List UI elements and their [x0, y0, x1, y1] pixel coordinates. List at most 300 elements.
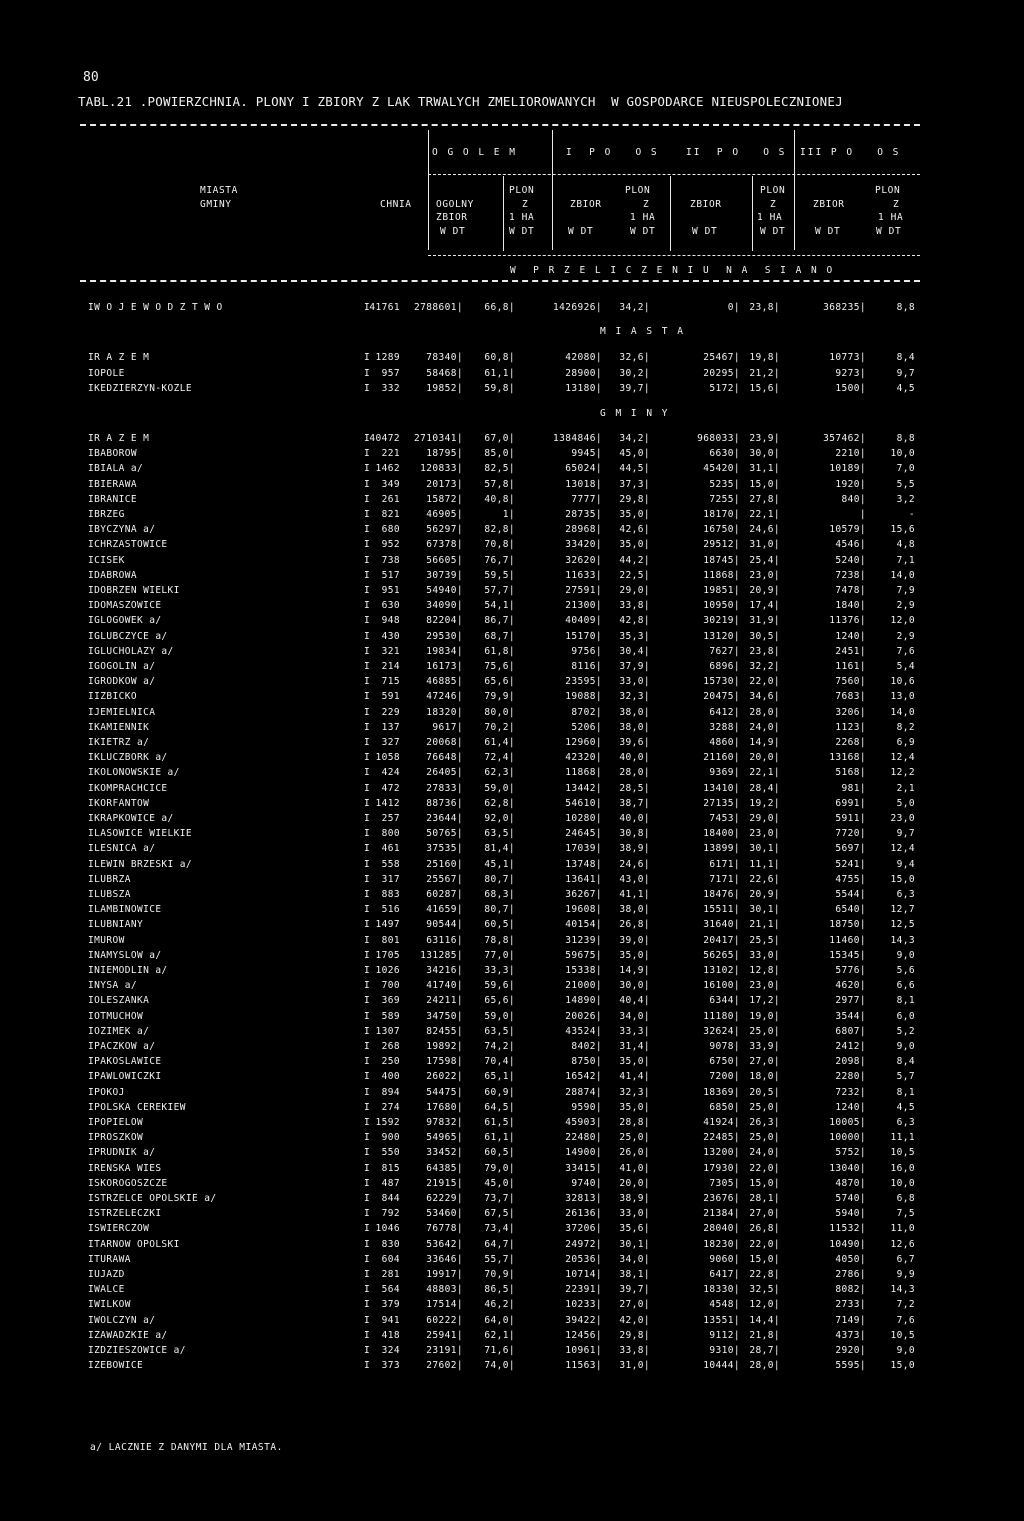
cell-5: 38,0| [619, 721, 650, 733]
row-separator: I [364, 302, 371, 313]
hdr-wdt-3: W DT [568, 226, 594, 237]
cell-5: 29,0| [619, 585, 650, 596]
cell-6: 20475| [703, 691, 740, 703]
cell-8: 13040| [829, 1162, 866, 1174]
row-label: ITURAWA [88, 1253, 131, 1265]
cell-4: 20026| [565, 1010, 602, 1022]
cell-6: 45420| [703, 463, 740, 475]
cell-3: 64,7| [484, 1238, 515, 1250]
cell-6: 0| [727, 302, 740, 313]
cell-7: 19,2| [749, 797, 780, 809]
cell-3: 33,3| [484, 965, 515, 976]
cell-9: 15,6 [890, 524, 915, 536]
cell-6: 13410| [703, 782, 740, 794]
cell-6: 31640| [703, 919, 740, 931]
cell-1: 424 [381, 767, 400, 779]
cell-9: 10,0 [890, 448, 915, 460]
cell-8: 7478| [835, 585, 866, 596]
row-label: IOTMUCHOW [88, 1010, 144, 1022]
cell-6: 17930| [703, 1162, 740, 1174]
cell-8: 2098| [835, 1056, 866, 1068]
hdr-wdt-8: W DT [876, 226, 902, 237]
cell-7: 28,1| [749, 1193, 780, 1204]
cell-5: 30,4| [619, 645, 650, 657]
cell-5: 32,6| [619, 352, 650, 363]
cell-1: 792 [381, 1208, 400, 1220]
cell-2: 17514| [426, 1299, 463, 1311]
cell-3: 70,8| [484, 539, 515, 551]
cell-5: 28,5| [619, 782, 650, 794]
cell-4: 15170| [565, 630, 602, 642]
row-separator: I [364, 448, 371, 460]
hdr-ogolem: O G O L E M [432, 147, 517, 158]
cell-2: 56605| [426, 554, 463, 566]
cell-7: 22,8| [749, 1269, 780, 1280]
cell-2: 54940| [426, 585, 463, 596]
hdr-plon-4: PLON [875, 185, 901, 196]
cell-6: 13102| [703, 965, 740, 976]
cell-8: 7683| [835, 691, 866, 703]
row-label: IUJAZD [88, 1269, 125, 1280]
cell-3: 86,5| [484, 1284, 515, 1296]
cell-8: 2977| [835, 995, 866, 1007]
cell-4: 65024| [565, 463, 602, 475]
cell-2: 82455| [426, 1025, 463, 1037]
cell-5: 31,0| [619, 1360, 650, 1372]
cell-7: 25,4| [749, 554, 780, 566]
cell-5: 30,2| [619, 367, 650, 379]
cell-4: 12960| [565, 737, 602, 748]
cell-1: 268 [381, 1041, 400, 1052]
cell-7: 31,9| [749, 615, 780, 627]
cell-2: 17598| [426, 1056, 463, 1068]
row-separator: I [364, 383, 371, 394]
cell-2: 16173| [426, 661, 463, 672]
cell-5: 33,0| [619, 1208, 650, 1220]
cell-9: 6,7 [896, 1253, 915, 1265]
cell-8: 5940| [835, 1208, 866, 1220]
cell-4: 24972| [565, 1238, 602, 1250]
cell-4: 45903| [565, 1117, 602, 1128]
cell-6: 6896| [709, 661, 740, 672]
table-row [0, 352, 1024, 369]
cell-6: 21160| [703, 752, 740, 764]
cell-1: 830 [381, 1238, 400, 1250]
row-separator: I [364, 737, 371, 748]
cell-6: 7305| [709, 1177, 740, 1189]
cell-6: 18330| [703, 1284, 740, 1296]
cell-8: 4373| [835, 1329, 866, 1341]
hdr-zbior-1: ZBIOR [570, 199, 602, 210]
cell-7: 28,0| [749, 706, 780, 718]
row-separator: I [364, 919, 371, 931]
cell-8: 8082| [835, 1284, 866, 1296]
cell-9: 5,4 [896, 661, 915, 672]
cell-7: 15,0| [749, 1177, 780, 1189]
cell-5: 38,9| [619, 1193, 650, 1204]
cell-8: 5241| [835, 858, 866, 870]
cell-7: 30,5| [749, 630, 780, 642]
cell-5: 25,0| [619, 1132, 650, 1144]
cell-7: 30,1| [749, 904, 780, 916]
cell-7: 11,1| [749, 858, 780, 870]
row-separator: I [364, 706, 371, 718]
cell-7: 20,0| [749, 752, 780, 764]
hdr-zbior-2: ZBIOR [690, 199, 722, 210]
cell-8: 2412| [835, 1041, 866, 1052]
cell-9: 8,4 [896, 352, 915, 363]
cell-2: 2710341| [414, 433, 463, 444]
row-separator: I [364, 569, 371, 581]
cell-1: 589 [381, 1010, 400, 1022]
cell-3: 67,5| [484, 1208, 515, 1220]
row-label: IKIETRZ a/ [88, 737, 150, 748]
row-label: IPAKOSLAWICE [88, 1056, 162, 1068]
cell-3: 57,7| [484, 585, 515, 596]
cell-4: 36267| [565, 889, 602, 900]
cell-1: 517 [381, 569, 400, 581]
cell-9: 14,3 [890, 1284, 915, 1296]
cell-8: 981| [841, 782, 866, 794]
cell-8: 10189| [829, 463, 866, 475]
cell-5: 34,0| [619, 1253, 650, 1265]
cell-3: 59,6| [484, 980, 515, 992]
cell-4: 22480| [565, 1132, 602, 1144]
cell-8: 5168| [835, 767, 866, 779]
cell-4: 42320| [565, 752, 602, 764]
cell-9: 7,6 [896, 1314, 915, 1326]
cell-3: 62,3| [484, 767, 515, 779]
cell-2: 76778| [426, 1223, 463, 1235]
cell-1: 894 [381, 1086, 400, 1098]
row-separator: I [364, 889, 371, 900]
cell-7: 30,0| [749, 448, 780, 460]
cell-1: 800 [381, 828, 400, 840]
cell-6: 18476| [703, 889, 740, 900]
cell-4: 9756| [571, 645, 602, 657]
row-separator: I [364, 1193, 371, 1204]
cell-9: 9,0 [896, 1041, 915, 1052]
hdr-zbior-upper: ZBIOR [436, 212, 468, 223]
cell-2: 25160| [426, 858, 463, 870]
cell-5: 32,3| [619, 691, 650, 703]
cell-2: 82204| [426, 615, 463, 627]
hdr-z-1: Z [522, 199, 529, 210]
row-separator: I [364, 1299, 371, 1311]
row-separator: I [364, 934, 371, 946]
cell-3: 73,4| [484, 1223, 515, 1235]
cell-2: 58468| [426, 367, 463, 379]
row-separator: I [364, 1071, 371, 1083]
cell-1: 41761 [369, 302, 400, 313]
cell-4: 8116| [571, 661, 602, 672]
row-separator: I [364, 478, 371, 490]
hdr-pokos-3: III P O O S [800, 147, 901, 158]
cell-1: 1497 [375, 919, 400, 931]
row-separator: I [364, 661, 371, 672]
cell-4: 28900| [565, 367, 602, 379]
cell-8: 7232| [835, 1086, 866, 1098]
cell-6: 21384| [703, 1208, 740, 1220]
row-separator: I [364, 600, 371, 612]
cell-8: 10490| [829, 1238, 866, 1250]
cell-3: 63,5| [484, 1025, 515, 1037]
row-separator: I [364, 539, 371, 551]
cell-4: 8750| [571, 1056, 602, 1068]
cell-2: 30739| [426, 569, 463, 581]
cell-8: 4755| [835, 873, 866, 885]
cell-4: 54610| [565, 797, 602, 809]
cell-8: 6991| [835, 797, 866, 809]
cell-5: 26,8| [619, 919, 650, 931]
cell-2: 18795| [426, 448, 463, 460]
cell-2: 60287| [426, 889, 463, 900]
cell-7: 21,2| [749, 367, 780, 379]
cell-7: 33,0| [749, 949, 780, 961]
cell-5: 33,3| [619, 1025, 650, 1037]
row-separator: I [364, 433, 371, 444]
cell-1: 821 [381, 509, 400, 520]
cell-8: 2210| [835, 448, 866, 460]
cell-3: 60,5| [484, 1147, 515, 1159]
cell-9: 12,2 [890, 767, 915, 779]
cell-6: 18369| [703, 1086, 740, 1098]
cell-9: 5,0 [896, 797, 915, 809]
cell-8: 4050| [835, 1253, 866, 1265]
cell-9: 7,2 [896, 1299, 915, 1311]
cell-1: 558 [381, 858, 400, 870]
cell-5: 41,1| [619, 889, 650, 900]
row-label: IZAWADZKIE a/ [88, 1329, 168, 1341]
cell-1: 214 [381, 661, 400, 672]
vline-4 [670, 176, 671, 251]
cell-7: 22,1| [749, 767, 780, 779]
hdr-ha-1: 1 HA [509, 212, 535, 223]
cell-2: 78340| [426, 352, 463, 363]
cell-6: 9369| [709, 767, 740, 779]
cell-2: 63116| [426, 934, 463, 946]
row-separator: I [364, 691, 371, 703]
cell-5: 32,3| [619, 1086, 650, 1098]
cell-6: 968033| [697, 433, 740, 444]
cell-1: 250 [381, 1056, 400, 1068]
woj-row [0, 302, 1024, 319]
cell-7: 15,6| [749, 383, 780, 394]
cell-9: 9,4 [896, 858, 915, 870]
cell-1: 137 [381, 721, 400, 733]
cell-4: 11868| [565, 767, 602, 779]
cell-9: 6,3 [896, 1117, 915, 1128]
row-separator: I [364, 995, 371, 1007]
cell-3: 79,9| [484, 691, 515, 703]
row-separator: I [364, 721, 371, 733]
cell-9: 8,1 [896, 995, 915, 1007]
row-separator: I [364, 1314, 371, 1326]
cell-6: 5172| [709, 383, 740, 394]
cell-1: 1412 [375, 797, 400, 809]
row-label: IPOPIELOW [88, 1117, 144, 1128]
cell-5: 38,1| [619, 1269, 650, 1280]
cell-6: 18745| [703, 554, 740, 566]
row-label: IOLESZANKA [88, 995, 150, 1007]
cell-6: 10444| [703, 1360, 740, 1372]
cell-1: 324 [381, 1345, 400, 1356]
row-separator: I [364, 645, 371, 657]
cell-5: 33,8| [619, 1345, 650, 1356]
row-label: IKAMIENNIK [88, 721, 150, 733]
cell-2: 18320| [426, 706, 463, 718]
cell-6: 13120| [703, 630, 740, 642]
cell-9: 16,0 [890, 1162, 915, 1174]
hdr-wdt-6: W DT [760, 226, 786, 237]
cell-7: 25,5| [749, 934, 780, 946]
cell-3: 68,7| [484, 630, 515, 642]
cell-6: 16100| [703, 980, 740, 992]
hdr-unit: W P R Z E L I C Z E N I U N A S I A N O [510, 265, 835, 276]
cell-3: 54,1| [484, 600, 515, 612]
row-separator: I [364, 1025, 371, 1037]
cell-9: 4,8 [896, 539, 915, 551]
cell-2: 41659| [426, 904, 463, 916]
cell-4: 13748| [565, 858, 602, 870]
cell-4: 15338| [565, 965, 602, 976]
header-rule-3 [80, 280, 920, 282]
cell-8: 2920| [835, 1345, 866, 1356]
cell-5: 38,7| [619, 797, 650, 809]
cell-1: 281 [381, 1269, 400, 1280]
cell-1: 317 [381, 873, 400, 885]
row-label: IPACZKOW a/ [88, 1041, 156, 1052]
cell-7: 34,6| [749, 691, 780, 703]
cell-1: 1058 [375, 752, 400, 764]
cell-9: 6,0 [896, 1010, 915, 1022]
row-label: ITARNOW OPOLSKI [88, 1238, 180, 1250]
cell-7: 19,0| [749, 1010, 780, 1022]
cell-9: 9,7 [896, 828, 915, 840]
cell-7: 19,8| [749, 352, 780, 363]
row-label: IW O J E W O D Z T W O [88, 302, 223, 313]
cell-9: 5,5 [896, 478, 915, 490]
cell-4: 28968| [565, 524, 602, 536]
cell-6: 56265| [703, 949, 740, 961]
cell-7: 27,0| [749, 1056, 780, 1068]
cell-4: 24645| [565, 828, 602, 840]
cell-5: 35,0| [619, 509, 650, 520]
cell-6: 23676| [703, 1193, 740, 1204]
cell-4: 12456| [565, 1329, 602, 1341]
cell-9: 6,9 [896, 737, 915, 748]
cell-4: 27591| [565, 585, 602, 596]
cell-8: 18750| [829, 919, 866, 931]
cell-6: 27135| [703, 797, 740, 809]
cell-9: 7,0 [896, 463, 915, 475]
cell-1: 564 [381, 1284, 400, 1296]
cell-3: 59,8| [484, 383, 515, 394]
cell-6: 29512| [703, 539, 740, 551]
row-label: IWALCE [88, 1284, 125, 1296]
hdr-plon-2: PLON [625, 185, 651, 196]
cell-9: 12,6 [890, 1238, 915, 1250]
cell-2: 9617| [432, 721, 463, 733]
cell-1: 591 [381, 691, 400, 703]
row-label: IPROSZKOW [88, 1132, 144, 1144]
cell-2: 53460| [426, 1208, 463, 1220]
cell-5: 28,0| [619, 767, 650, 779]
cell-4: 13180| [565, 383, 602, 394]
cell-9: 14,3 [890, 934, 915, 946]
cell-2: 26022| [426, 1071, 463, 1083]
cell-5: 35,0| [619, 539, 650, 551]
cell-6: 4548| [709, 1299, 740, 1311]
cell-3: 60,5| [484, 919, 515, 931]
cell-6: 19851| [703, 585, 740, 596]
cell-6: 15511| [703, 904, 740, 916]
cell-8: 11532| [829, 1223, 866, 1235]
cell-2: 67378| [426, 539, 463, 551]
cell-9: 4,5 [896, 383, 915, 394]
cell-9: 10,5 [890, 1147, 915, 1159]
row-separator: I [364, 797, 371, 809]
hdr-wdt-4: W DT [630, 226, 656, 237]
cell-4: 10714| [565, 1269, 602, 1280]
cell-9: 12,0 [890, 615, 915, 627]
cell-1: 321 [381, 645, 400, 657]
row-label: IWILKOW [88, 1299, 131, 1311]
cell-6: 4860| [709, 737, 740, 748]
row-separator: I [364, 782, 371, 794]
cell-9: 8,4 [896, 1056, 915, 1068]
row-label: IBYCZYNA a/ [88, 524, 156, 536]
cell-4: 5206| [571, 721, 602, 733]
row-label: IZEBOWICE [88, 1360, 144, 1372]
vline-1 [428, 130, 429, 250]
cell-7: 20,9| [749, 585, 780, 596]
cell-5: 20,0| [619, 1177, 650, 1189]
row-label: IIZBICKO [88, 691, 137, 703]
cell-3: 73,7| [484, 1193, 515, 1204]
row-label: IBRZEG [88, 509, 125, 520]
cell-9: 4,5 [896, 1101, 915, 1113]
cell-8: 2451| [835, 645, 866, 657]
cell-3: 86,7| [484, 615, 515, 627]
cell-2: 37535| [426, 843, 463, 855]
cell-3: 80,0| [484, 706, 515, 718]
cell-6: 11180| [703, 1010, 740, 1022]
cell-5: 40,0| [619, 813, 650, 824]
cell-7: 21,8| [749, 1329, 780, 1341]
cell-3: 68,3| [484, 889, 515, 900]
cell-1: 1289 [375, 352, 400, 363]
row-label: IDOBRZEN WIELKI [88, 585, 180, 596]
cell-8: 840| [841, 493, 866, 505]
cell-3: 45,1| [484, 858, 515, 870]
cell-8: 7149| [835, 1314, 866, 1326]
cell-6: 10950| [703, 600, 740, 612]
row-label: ICISEK [88, 554, 125, 566]
cell-7: 15,0| [749, 478, 780, 490]
cell-4: 23595| [565, 676, 602, 688]
row-separator: I [364, 352, 371, 363]
cell-3: 92,0| [484, 813, 515, 824]
cell-1: 349 [381, 478, 400, 490]
cell-5: 29,8| [619, 493, 650, 505]
row-label: IDOMASZOWICE [88, 600, 162, 612]
cell-2: 53642| [426, 1238, 463, 1250]
cell-6: 7255| [709, 493, 740, 505]
cell-5: 44,2| [619, 554, 650, 566]
row-separator: I [364, 1132, 371, 1144]
cell-2: 90544| [426, 919, 463, 931]
